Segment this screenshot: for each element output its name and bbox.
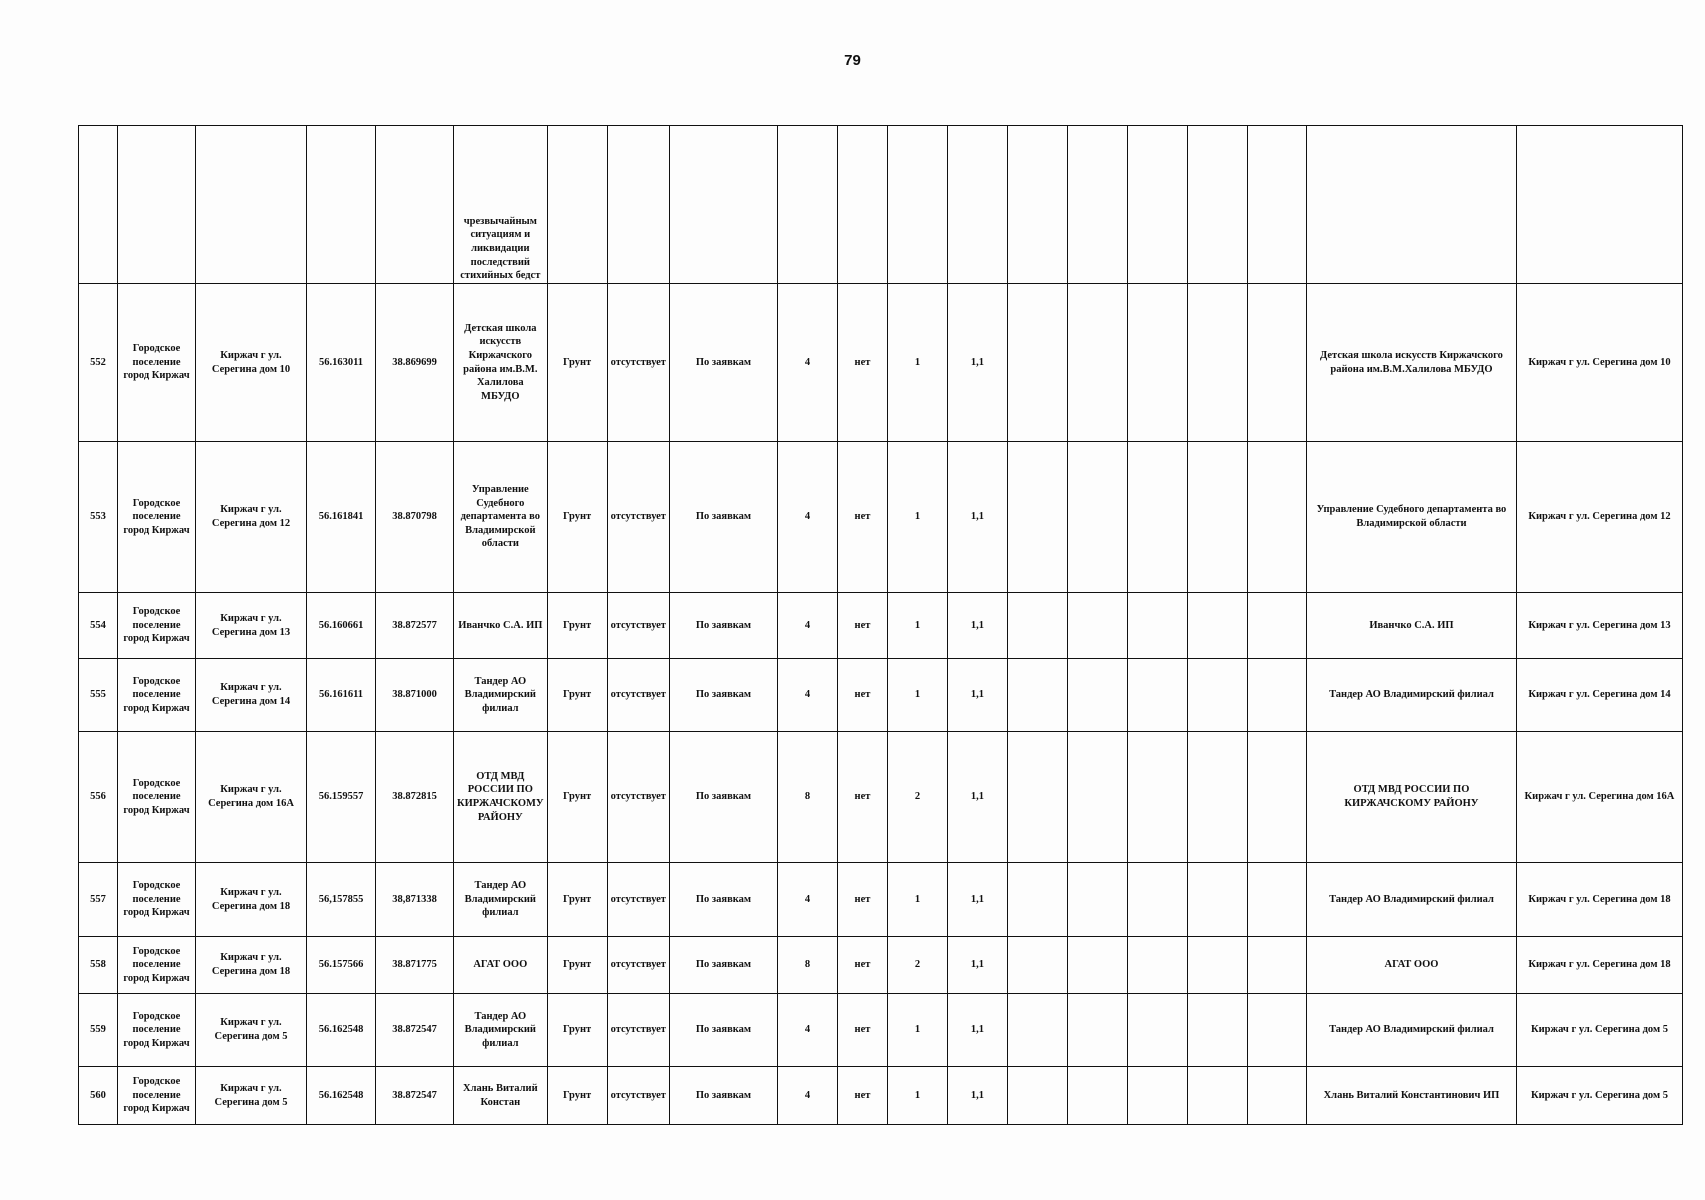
cell-schedule: По заявкам [669,593,777,659]
cell-name: Управление Судебного департамента во Владимирской области [454,442,548,593]
cell-empty [1247,732,1306,863]
cell-longitude: 38.870798 [376,442,454,593]
cell-schedule: По заявкам [669,659,777,732]
cell-latitude: 56.161611 [307,659,376,732]
cell-covered: нет [837,284,887,442]
cell-owner-address: Киржач г ул. Серегина дом 10 [1516,284,1682,442]
cell-empty [1127,659,1187,732]
cell-containers: 4 [777,863,837,937]
cell-address: Киржач г ул. Серегина дом 10 [196,284,307,442]
cell-fence: отсутствует [607,659,669,732]
cell-empty [1247,937,1306,994]
cell-settlement: Городское поселение город Киржач [118,732,196,863]
cell-latitude: 56,157855 [307,863,376,937]
cell-containers: 4 [777,284,837,442]
cell-name: ОТД МВД РОССИИ ПО КИРЖАЧСКОМУ РАЙОНУ [454,732,548,863]
cell-empty [1067,659,1127,732]
table-row [79,442,1683,593]
cell-address: Киржач г ул. Серегина дом 5 [196,1067,307,1125]
cell-covered: нет [837,863,887,937]
cell-count: 1 [887,659,947,732]
table-row [79,1067,1683,1125]
cell-empty [1127,732,1187,863]
cell-fence: отсутствует [607,442,669,593]
cell-surface: Грунт [547,732,607,863]
cell-owner: Детская школа искусств Киржачского района им.В.М.Халилова МБУДО [1306,284,1516,442]
cell-owner: АГАТ ООО [1306,937,1516,994]
cell-name: Хлань Виталий Констан [454,1067,548,1125]
cell-longitude: 38.872577 [376,593,454,659]
cell-address: Киржач г ул. Серегина дом 5 [196,994,307,1067]
cell-surface: Грунт [547,863,607,937]
cell-empty [1127,284,1187,442]
cell-schedule: По заявкам [669,442,777,593]
cell-volume: 1,1 [947,994,1007,1067]
table-row [79,732,1683,863]
cell-number: 557 [79,863,118,937]
cell-number: 553 [79,442,118,593]
cell-settlement: Городское поселение город Киржач [118,284,196,442]
cell-settlement: Городское поселение город Киржач [118,593,196,659]
cell-schedule: По заявкам [669,1067,777,1125]
cell-owner-address: Киржач г ул. Серегина дом 14 [1516,659,1682,732]
cell-surface: Грунт [547,593,607,659]
cell-volume: 1,1 [947,593,1007,659]
cell-settlement: Городское поселение город Киржач [118,863,196,937]
table-row [79,937,1683,994]
cell-empty [1247,284,1306,442]
cell-empty [1007,994,1067,1067]
cell-number: 558 [79,937,118,994]
cell-latitude: 56.161841 [307,442,376,593]
cell-volume: 1,1 [947,1067,1007,1125]
cell-number: 560 [79,1067,118,1125]
cell-fence: отсутствует [607,284,669,442]
cell-surface: Грунт [547,442,607,593]
cell-empty [1067,593,1127,659]
cell-address: Киржач г ул. Серегина дом 13 [196,593,307,659]
cell-count: 1 [887,994,947,1067]
cell-empty [1187,659,1247,732]
cell-empty [1007,593,1067,659]
cell-fence: отсутствует [607,937,669,994]
cell-number: 559 [79,994,118,1067]
cell-longitude: 38,871338 [376,863,454,937]
cell-number: 556 [79,732,118,863]
cell-empty [1067,1067,1127,1125]
cell-latitude: 56.163011 [307,284,376,442]
cell-empty [1127,994,1187,1067]
cell-empty [1127,593,1187,659]
cell-empty [1007,863,1067,937]
cell-owner-address: Киржач г ул. Серегина дом 16А [1516,732,1682,863]
cell-owner-address: Киржач г ул. Серегина дом 18 [1516,863,1682,937]
cell-surface: Грунт [547,994,607,1067]
cell-longitude: 38.871000 [376,659,454,732]
cell-empty [1067,937,1127,994]
cell-name: Тандер АО Владимирский филиал [454,994,548,1067]
cell-count: 2 [887,937,947,994]
cell-fence: отсутствует [607,732,669,863]
cell-name: Тандер АО Владимирский филиал [454,659,548,732]
cell-empty [1127,863,1187,937]
cell-covered: нет [837,937,887,994]
cell-name: Иванчко С.А. ИП [454,593,548,659]
cell-containers: 8 [777,732,837,863]
cell-empty [1007,442,1067,593]
cell-empty [1127,442,1187,593]
cell-owner: Иванчко С.А. ИП [1306,593,1516,659]
cell-owner: Тандер АО Владимирский филиал [1306,863,1516,937]
cell-latitude: 56.162548 [307,1067,376,1125]
cell-owner: Управление Судебного департамента во Владимирской области [1306,442,1516,593]
cell-empty [1187,1067,1247,1125]
cell-empty [1007,284,1067,442]
cell-address: Киржач г ул. Серегина дом 16А [196,732,307,863]
cell-schedule: По заявкам [669,732,777,863]
cell-longitude: 38.871775 [376,937,454,994]
cell-count: 2 [887,732,947,863]
cell-volume: 1,1 [947,442,1007,593]
cell-fence: отсутствует [607,593,669,659]
cell-volume: 1,1 [947,732,1007,863]
cell-latitude: 56.162548 [307,994,376,1067]
cell-schedule: По заявкам [669,994,777,1067]
cell-empty [1247,659,1306,732]
cell-containers: 4 [777,1067,837,1125]
cell-schedule: По заявкам [669,937,777,994]
cell-longitude: 38.869699 [376,284,454,442]
cell-count: 1 [887,284,947,442]
cell-empty [1187,863,1247,937]
cell-containers: 8 [777,937,837,994]
cell-empty [1187,937,1247,994]
cell-owner-address: Киржач г ул. Серегина дом 12 [1516,442,1682,593]
registry-table [78,125,1683,1125]
table-row [79,593,1683,659]
cell-owner-address: Киржач г ул. Серегина дом 5 [1516,994,1682,1067]
cell-name: Тандер АО Владимирский филиал [454,863,548,937]
cell-covered: нет [837,994,887,1067]
cell-empty [1007,1067,1067,1125]
cell-empty [1187,994,1247,1067]
table-row-continuation [79,126,1683,284]
cell-count: 1 [887,442,947,593]
cell-address: Киржач г ул. Серегина дом 18 [196,863,307,937]
cell-volume: 1,1 [947,659,1007,732]
cell-address: Киржач г ул. Серегина дом 14 [196,659,307,732]
cell-volume: 1,1 [947,284,1007,442]
cell-covered: нет [837,659,887,732]
cell-owner: Тандер АО Владимирский филиал [1306,994,1516,1067]
cell-empty [1187,442,1247,593]
cell-empty [1067,284,1127,442]
cell-latitude: 56.157566 [307,937,376,994]
cell-name: АГАТ ООО [454,937,548,994]
cell-empty [1127,1067,1187,1125]
cell-covered: нет [837,1067,887,1125]
cell-count: 1 [887,1067,947,1125]
cell-number: 552 [79,284,118,442]
page-number: 79 [844,52,861,69]
cell-covered: нет [837,732,887,863]
cell-address: Киржач г ул. Серегина дом 12 [196,442,307,593]
cell-number: 555 [79,659,118,732]
cell-settlement: Городское поселение город Киржач [118,659,196,732]
table-row [79,659,1683,732]
cell-address: Киржач г ул. Серегина дом 18 [196,937,307,994]
table-row [79,284,1683,442]
cell-empty [1247,442,1306,593]
cell-surface: Грунт [547,1067,607,1125]
cell-containers: 4 [777,659,837,732]
cell-empty [1187,732,1247,863]
cell-empty [1067,863,1127,937]
cell-settlement: Городское поселение город Киржач [118,937,196,994]
cell-empty [1067,442,1127,593]
cell-empty [1247,593,1306,659]
table-row [79,863,1683,937]
cell-empty [1007,732,1067,863]
cell-schedule: По заявкам [669,863,777,937]
cell-settlement: Городское поселение город Киржач [118,1067,196,1125]
cell-empty [1247,1067,1306,1125]
cell-surface: Грунт [547,284,607,442]
cell-latitude: 56.159557 [307,732,376,863]
cell-empty [1007,659,1067,732]
cell-owner: Тандер АО Владимирский филиал [1306,659,1516,732]
cell-owner: ОТД МВД РОССИИ ПО КИРЖАЧСКОМУ РАЙОНУ [1306,732,1516,863]
cell-empty [1247,863,1306,937]
cell-empty [1187,593,1247,659]
cell-fence: отсутствует [607,1067,669,1125]
cell-empty [1007,937,1067,994]
cell-number: 554 [79,593,118,659]
cell-latitude: 56.160661 [307,593,376,659]
cell-surface: Грунт [547,659,607,732]
cell-covered: нет [837,442,887,593]
cell-empty [1187,284,1247,442]
table-row [79,994,1683,1067]
cell-longitude: 38.872547 [376,1067,454,1125]
cell-count: 1 [887,593,947,659]
cell-settlement: Городское поселение город Киржач [118,994,196,1067]
cell-name: чрезвычайным ситуациям и ликвидации последствий стихийных бедст [454,126,548,284]
cell-owner: Хлань Виталий Константинович ИП [1306,1067,1516,1125]
cell-containers: 4 [777,994,837,1067]
cell-empty [1067,732,1127,863]
cell-schedule: По заявкам [669,284,777,442]
cell-count: 1 [887,863,947,937]
cell-empty [1247,994,1306,1067]
cell-longitude: 38.872547 [376,994,454,1067]
cell-volume: 1,1 [947,863,1007,937]
cell-fence: отсутствует [607,863,669,937]
cell-volume: 1,1 [947,937,1007,994]
cell-covered: нет [837,593,887,659]
cell-settlement: Городское поселение город Киржач [118,442,196,593]
cell-fence: отсутствует [607,994,669,1067]
cell-empty [1127,937,1187,994]
cell-containers: 4 [777,593,837,659]
cell-containers: 4 [777,442,837,593]
cell-owner-address: Киржач г ул. Серегина дом 18 [1516,937,1682,994]
cell-surface: Грунт [547,937,607,994]
cell-empty [1067,994,1127,1067]
cell-longitude: 38.872815 [376,732,454,863]
cell-owner-address: Киржач г ул. Серегина дом 13 [1516,593,1682,659]
cell-name: Детская школа искусств Киржачского района им.В.М. Халилова МБУДО [454,284,548,442]
cell-owner-address: Киржач г ул. Серегина дом 5 [1516,1067,1682,1125]
